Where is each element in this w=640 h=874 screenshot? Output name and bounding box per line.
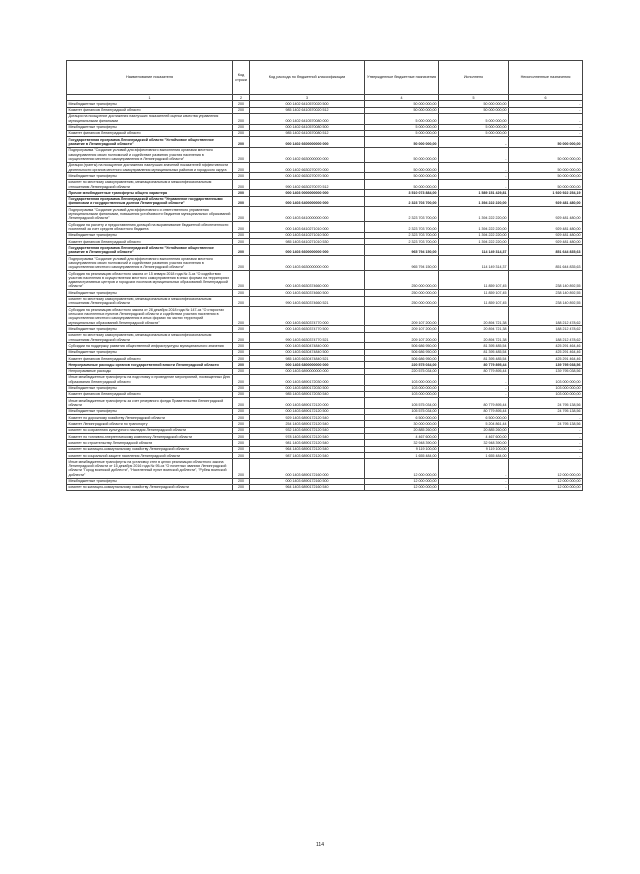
- row-unexecuted-amount: -: [509, 107, 583, 113]
- row-executed-amount: -: [439, 179, 509, 190]
- row-unexecuted-amount: 103 000 000,00: [509, 374, 583, 385]
- row-line-code: 200: [233, 245, 250, 256]
- row-approved-amount: 103 000 000,00: [365, 385, 439, 391]
- row-executed-amount: 20 894 721,38: [439, 332, 509, 343]
- row-executed-amount: -: [439, 162, 509, 173]
- row-approved-amount: 2 323 703 700,00: [365, 222, 439, 233]
- row-budget-code: 990 1403 6630374770 521: [250, 332, 365, 343]
- row-indicator-name: Межбюджетные трансферты: [67, 349, 233, 355]
- row-approved-amount: 506 686 950,00: [365, 343, 439, 349]
- row-line-code: 200: [233, 434, 250, 440]
- row-executed-amount: 80 779 895,44: [439, 368, 509, 374]
- row-unexecuted-amount: 851 644 835,63: [509, 245, 583, 256]
- row-unexecuted-amount: 425 291 464,46: [509, 349, 583, 355]
- row-line-code: 200: [233, 147, 250, 162]
- row-executed-amount: 80 779 895,44: [439, 362, 509, 368]
- row-line-code: 200: [233, 124, 250, 130]
- row-approved-amount: 209 107 200,00: [365, 307, 439, 326]
- row-approved-amount: 220 575 034,00: [365, 368, 439, 374]
- row-unexecuted-amount: 238 140 892,55: [509, 296, 583, 307]
- row-unexecuted-amount: 12 000 000,00: [509, 478, 583, 484]
- row-executed-amount: 80 779 895,44: [439, 398, 509, 409]
- row-line-code: 200: [233, 368, 250, 374]
- row-indicator-name: комитет по сохранению культурного наследия Ленинградской области: [67, 427, 233, 433]
- row-executed-amount: 50 000 000,00: [439, 107, 509, 113]
- row-executed-amount: 1 394 222 220,00: [439, 196, 509, 207]
- row-executed-amount: 1 655 484,00: [439, 453, 509, 459]
- row-budget-code: 000 1403 6630374770 000: [250, 307, 365, 326]
- row-unexecuted-amount: 12 000 000,00: [509, 484, 583, 490]
- row-executed-amount: 32 948 390,00: [439, 440, 509, 446]
- row-executed-amount: 81 395 485,54: [439, 356, 509, 362]
- row-line-code: 200: [233, 446, 250, 452]
- row-indicator-name: комитет по социальной защите населения Ленинградской области: [67, 453, 233, 459]
- row-executed-amount: 5 000 000,00: [439, 124, 509, 130]
- row-approved-amount: 506 686 950,00: [365, 349, 439, 355]
- row-budget-code: 000 1403 0000000000 000: [250, 190, 365, 196]
- row-line-code: 200: [233, 162, 250, 173]
- column-number: 6: [509, 95, 583, 101]
- row-executed-amount: 114 149 314,37: [439, 245, 509, 256]
- row-line-code: 200: [233, 137, 250, 148]
- row-unexecuted-amount: 188 212 478,62: [509, 307, 583, 326]
- row-executed-amount: 11 859 107,45: [439, 296, 509, 307]
- row-indicator-name: Государственная программа Ленинградской области "Управление государственными финансами и государственным долгом Ленинградской области": [67, 196, 233, 207]
- row-unexecuted-amount: 50 000 000,00: [509, 179, 583, 190]
- row-unexecuted-amount: 139 795 038,56: [509, 362, 583, 368]
- table-row: [67, 398, 583, 409]
- row-indicator-name: Иные межбюджетные трансферты на подготовку и проведение мероприятий, посвященных Дню образования Ленинградской области: [67, 374, 233, 385]
- row-unexecuted-amount: 425 291 464,46: [509, 356, 583, 362]
- row-budget-code: 000 1403 6630374770 500: [250, 326, 365, 332]
- row-approved-amount: 50 000 000,00: [365, 162, 439, 173]
- row-unexecuted-amount: 188 212 478,62: [509, 332, 583, 343]
- row-unexecuted-amount: -: [509, 124, 583, 130]
- row-budget-code: 000 1403 6600000000 000: [250, 245, 365, 256]
- row-indicator-name: Подпрограмма "Создание условий для эффективного выполнения органами местного самоуправления своих полномочий и содействие развитию участия населения в осуществлении местного самоуправления в Ленинградской области": [67, 147, 233, 162]
- row-line-code: 200: [233, 349, 250, 355]
- row-indicator-name: Иные межбюджетные трансферты на установку стел в целях реализации областного закона Ленинградской области от 15 декабря 2016 года № 95-оз "О почетных званиях Ленинградской области "Город воинской доблести", "Населенный пункт воинской доблести", "Рубеж воинской доблести": [67, 459, 233, 478]
- row-unexecuted-amount: 50 000 000,00: [509, 137, 583, 148]
- row-executed-amount: 50 000 000,00: [439, 101, 509, 107]
- row-executed-amount: 80 779 895,44: [439, 408, 509, 414]
- row-approved-amount: 4 467 600,00: [365, 434, 439, 440]
- row-indicator-name: комитет по местному самоуправлению, межнациональным и межконфессиональным отношениям Ленинградской области: [67, 179, 233, 190]
- row-line-code: 200: [233, 196, 250, 207]
- row-line-code: 200: [233, 484, 250, 490]
- row-line-code: 200: [233, 179, 250, 190]
- row-indicator-name: Субсидия на реализацию областного закона от 28 декабря 2018 года № 147-оз "О старостах сельских населенных пунктов Ленинградской области и содействии участию населения в осуществлении местного самоуправления в иных формах на частях территорий муниципальных образований Ленинградской области": [67, 307, 233, 326]
- row-unexecuted-amount: -: [509, 440, 583, 446]
- row-unexecuted-amount: 12 000 000,00: [509, 459, 583, 478]
- table-row: [67, 296, 583, 307]
- row-approved-amount: 50 000 000,00: [365, 101, 439, 107]
- row-budget-code: 000 1403 6890172030 500: [250, 385, 365, 391]
- header-budget-classification-code: Код расхода по бюджетной классификации: [250, 61, 365, 95]
- row-approved-amount: 50 000 000,00: [365, 179, 439, 190]
- table-row: [67, 113, 583, 124]
- row-budget-code: 000 1402 6630270070 000: [250, 162, 365, 173]
- row-approved-amount: 50 000 000,00: [365, 147, 439, 162]
- row-line-code: 200: [233, 356, 250, 362]
- row-line-code: 200: [233, 130, 250, 136]
- row-executed-amount: 6 500 000,00: [439, 415, 509, 421]
- row-unexecuted-amount: 103 000 000,00: [509, 391, 583, 397]
- table-row: [67, 196, 583, 207]
- row-line-code: 200: [233, 190, 250, 196]
- row-indicator-name: Непрограммные расходы: [67, 368, 233, 374]
- row-executed-amount: 5 000 000,00: [439, 113, 509, 124]
- row-indicator-name: Государственная программа Ленинградской области "Устойчивое общественное развитие в Ленинградской области": [67, 245, 233, 256]
- row-line-code: 200: [233, 222, 250, 233]
- row-line-code: 200: [233, 459, 250, 478]
- row-approved-amount: 50 000 000,00: [365, 137, 439, 148]
- row-executed-amount: 5 204 861,44: [439, 421, 509, 427]
- table-row: [67, 484, 583, 490]
- column-number: 2: [233, 95, 250, 101]
- header-unexecuted-appropriations: Неисполненные назначения: [509, 61, 583, 95]
- row-indicator-name: Межбюджетные трансферты: [67, 408, 233, 414]
- row-approved-amount: 250 000 000,00: [365, 290, 439, 296]
- row-indicator-name: Прочие межбюджетные трансферты общего характера: [67, 190, 233, 196]
- row-executed-amount: -: [439, 478, 509, 484]
- row-approved-amount: 2 323 703 700,00: [365, 207, 439, 222]
- row-budget-code: 000 1402 6410570080 500: [250, 124, 365, 130]
- table-row: [67, 256, 583, 271]
- row-budget-code: 000 1403 6800000000 000: [250, 362, 365, 368]
- row-budget-code: 000 1403 6890172030 000: [250, 374, 365, 385]
- row-indicator-name: Иные межбюджетные трансферты за счет резервного фонда Правительства Ленинградской области: [67, 398, 233, 409]
- row-indicator-name: Комитет Ленинградской области по транспорту: [67, 421, 233, 427]
- row-approved-amount: 2 323 703 700,00: [365, 232, 439, 238]
- row-unexecuted-amount: 139 795 038,56: [509, 368, 583, 374]
- row-line-code: 200: [233, 427, 250, 433]
- row-indicator-name: Субсидии на расчету и предоставлению дотаций на выравнивание бюджетной обеспеченности поселений за счет средств областного бюджета: [67, 222, 233, 233]
- row-line-code: 200: [233, 478, 250, 484]
- row-approved-amount: 105 575 034,00: [365, 398, 439, 409]
- row-unexecuted-amount: -: [509, 427, 583, 433]
- row-executed-amount: -: [439, 173, 509, 179]
- row-unexecuted-amount: 24 795 138,56: [509, 408, 583, 414]
- row-budget-code: 000 1402 6410570080 000: [250, 113, 365, 124]
- row-line-code: 200: [233, 453, 250, 459]
- row-line-code: 200: [233, 440, 250, 446]
- row-indicator-name: Межбюджетные трансферты: [67, 326, 233, 332]
- row-approved-amount: 50 000 000,00: [365, 173, 439, 179]
- row-line-code: 200: [233, 101, 250, 107]
- row-budget-code: 000 1403 6630474840 500: [250, 349, 365, 355]
- row-indicator-name: Межбюджетные трансферты: [67, 124, 233, 130]
- row-indicator-name: Комитет финансов Ленинградской области: [67, 107, 233, 113]
- row-approved-amount: 105 575 034,00: [365, 408, 439, 414]
- row-budget-code: 985 1403 6630474840 521: [250, 356, 365, 362]
- budget-report-page: [66, 60, 582, 491]
- header-line-code: Код строки: [233, 61, 250, 95]
- row-budget-code: 000 1402 6630000000 000: [250, 147, 365, 162]
- row-executed-amount: 4 467 600,00: [439, 434, 509, 440]
- row-indicator-name: комитет по местному самоуправлению, межнациональным и межконфессиональным отношениям Ленинградской области: [67, 332, 233, 343]
- row-unexecuted-amount: 24 795 138,56: [509, 398, 583, 409]
- row-budget-code: 000 1403 6410271010 500: [250, 232, 365, 238]
- row-budget-code: 000 1403 6630374660 500: [250, 290, 365, 296]
- table-row: [67, 271, 583, 290]
- row-budget-code: 981 1403 6890172120 540: [250, 440, 365, 446]
- row-unexecuted-amount: 238 140 892,55: [509, 271, 583, 290]
- row-executed-amount: 9 119 100,00: [439, 446, 509, 452]
- row-line-code: 200: [233, 408, 250, 414]
- row-indicator-name: комитет по строительству Ленинградской области: [67, 440, 233, 446]
- row-budget-code: 929 1403 6890172120 540: [250, 415, 365, 421]
- row-approved-amount: 506 686 950,00: [365, 356, 439, 362]
- row-executed-amount: 1 589 151 429,81: [439, 190, 509, 196]
- row-unexecuted-amount: 50 000 000,00: [509, 162, 583, 173]
- header-executed: Исполнено: [439, 61, 509, 95]
- row-budget-code: 985 1403 6410271010 530: [250, 239, 365, 245]
- row-executed-amount: -: [439, 459, 509, 478]
- row-line-code: 200: [233, 307, 250, 326]
- row-budget-code: 254 1403 6890172120 540: [250, 421, 365, 427]
- table-row: [67, 162, 583, 173]
- row-line-code: 200: [233, 398, 250, 409]
- header-indicator-name: Наименование показателя: [67, 61, 233, 95]
- row-indicator-name: Межбюджетные трансферты: [67, 290, 233, 296]
- row-budget-code: 000 1403 6890000000 000: [250, 368, 365, 374]
- row-indicator-name: Комитет по дорожному хозяйству Ленинградской области: [67, 415, 233, 421]
- page-number: 114: [316, 842, 324, 848]
- row-indicator-name: Государственная программа Ленинградской области "Устойчивое общественное развитие в Ленинградской области": [67, 137, 233, 148]
- row-line-code: 200: [233, 232, 250, 238]
- row-budget-code: 000 1403 6630000000 000: [250, 256, 365, 271]
- row-approved-amount: 12 000 000,00: [365, 484, 439, 490]
- row-budget-code: 987 1403 6890172120 540: [250, 453, 365, 459]
- row-executed-amount: 20 894 721,38: [439, 307, 509, 326]
- row-line-code: 200: [233, 374, 250, 385]
- row-executed-amount: -: [439, 385, 509, 391]
- row-budget-code: 964 1403 6890172120 540: [250, 446, 365, 452]
- row-executed-amount: 1 394 222 220,00: [439, 207, 509, 222]
- row-approved-amount: 5 000 000,00: [365, 130, 439, 136]
- row-indicator-name: Подпрограмма "Создание условий для эффективного выполнения органами местного самоуправления своих полномочий и содействие развитию участия населения в осуществлении местного самоуправления в Ленинградской области": [67, 256, 233, 271]
- row-unexecuted-amount: 1 920 922 254,19: [509, 190, 583, 196]
- table-row: [67, 374, 583, 385]
- row-line-code: 200: [233, 343, 250, 349]
- row-budget-code: 932 1403 6890172120 540: [250, 427, 365, 433]
- row-indicator-name: Субсидии на поддержку развития общественной инфраструктуры муниципального значения: [67, 343, 233, 349]
- row-indicator-name: Комитет по топливно-энергетическому комплексу Ленинградской области: [67, 434, 233, 440]
- row-indicator-name: Комитет финансов Ленинградской области: [67, 130, 233, 136]
- row-approved-amount: 6 500 000,00: [365, 415, 439, 421]
- row-approved-amount: 250 000 000,00: [365, 271, 439, 290]
- row-unexecuted-amount: 929 481 480,00: [509, 207, 583, 222]
- row-indicator-name: комитет по местному самоуправлению, межнациональным и межконфессиональным отношениям Ленинградской области: [67, 296, 233, 307]
- row-budget-code: 990 1403 6630374660 521: [250, 296, 365, 307]
- row-line-code: 200: [233, 362, 250, 368]
- row-executed-amount: 11 859 107,45: [439, 290, 509, 296]
- row-indicator-name: Субсидия на реализацию областного закона от 15 января 2018 года № 3-оз "О содействии участию населения в осуществлении местного самоуправления в иных формах на территориях административных центров и городских поселков муниципальных образований Ленинградской области": [67, 271, 233, 290]
- row-budget-code: 985 1402 6410570080 512: [250, 130, 365, 136]
- row-unexecuted-amount: 103 000 000,00: [509, 385, 583, 391]
- row-budget-code: 985 1402 6410570020 512: [250, 107, 365, 113]
- row-executed-amount: 1 394 222 220,00: [439, 222, 509, 233]
- row-approved-amount: 50 000 000,00: [365, 107, 439, 113]
- row-executed-amount: 20 885 260,00: [439, 427, 509, 433]
- row-line-code: 200: [233, 173, 250, 179]
- row-line-code: 200: [233, 326, 250, 332]
- row-budget-code: 000 1402 6410570020 500: [250, 101, 365, 107]
- row-budget-code: 000 1403 6890172120 000: [250, 398, 365, 409]
- row-unexecuted-amount: -: [509, 453, 583, 459]
- row-approved-amount: 965 794 150,00: [365, 245, 439, 256]
- row-indicator-name: Межбюджетные трансферты: [67, 173, 233, 179]
- row-unexecuted-amount: 24 795 138,56: [509, 421, 583, 427]
- row-unexecuted-amount: 929 481 480,00: [509, 222, 583, 233]
- row-approved-amount: 30 000 000,00: [365, 421, 439, 427]
- row-budget-code: 978 1403 6890172120 540: [250, 434, 365, 440]
- row-unexecuted-amount: 188 212 478,62: [509, 326, 583, 332]
- table-row: [67, 245, 583, 256]
- row-approved-amount: 2 323 703 700,00: [365, 239, 439, 245]
- table-header-row: [67, 61, 583, 95]
- table-row: [67, 147, 583, 162]
- row-unexecuted-amount: 851 644 835,63: [509, 256, 583, 271]
- table-body: [67, 95, 583, 491]
- row-approved-amount: 2 323 703 700,00: [365, 196, 439, 207]
- column-number: 5: [439, 95, 509, 101]
- row-unexecuted-amount: -: [509, 113, 583, 124]
- row-executed-amount: 81 395 485,54: [439, 349, 509, 355]
- row-unexecuted-amount: 425 291 464,46: [509, 343, 583, 349]
- table-row: [67, 137, 583, 148]
- row-executed-amount: -: [439, 391, 509, 397]
- row-budget-code: 000 1403 6410000000 000: [250, 207, 365, 222]
- row-unexecuted-amount: -: [509, 415, 583, 421]
- row-budget-code: 000 1403 6400000000 000: [250, 196, 365, 207]
- row-unexecuted-amount: 50 000 000,00: [509, 173, 583, 179]
- row-executed-amount: 5 000 000,00: [439, 130, 509, 136]
- row-executed-amount: -: [439, 147, 509, 162]
- row-line-code: 200: [233, 332, 250, 343]
- row-unexecuted-amount: -: [509, 101, 583, 107]
- row-budget-code: 000 1403 6410271010 000: [250, 222, 365, 233]
- row-unexecuted-amount: -: [509, 130, 583, 136]
- row-unexecuted-amount: 238 140 892,55: [509, 290, 583, 296]
- row-indicator-name: Комитет финансов Ленинградской области: [67, 356, 233, 362]
- row-indicator-name: Межбюджетные трансферты: [67, 385, 233, 391]
- row-executed-amount: 114 149 314,37: [439, 256, 509, 271]
- row-indicator-name: Межбюджетные трансферты: [67, 101, 233, 107]
- row-unexecuted-amount: 929 481 480,00: [509, 239, 583, 245]
- row-approved-amount: 220 575 034,00: [365, 362, 439, 368]
- row-budget-code: 990 1402 6630270070 512: [250, 179, 365, 190]
- row-executed-amount: 81 395 485,54: [439, 343, 509, 349]
- row-unexecuted-amount: -: [509, 446, 583, 452]
- row-executed-amount: 11 859 107,45: [439, 271, 509, 290]
- row-executed-amount: -: [439, 137, 509, 148]
- row-approved-amount: 12 000 000,00: [365, 459, 439, 478]
- row-line-code: 200: [233, 239, 250, 245]
- header-approved-appropriations: Утвержденные бюджетные назначения: [365, 61, 439, 95]
- row-budget-code: 000 1402 6600000000 000: [250, 137, 365, 148]
- row-line-code: 200: [233, 271, 250, 290]
- row-line-code: 200: [233, 421, 250, 427]
- row-indicator-name: Межбюджетные трансферты: [67, 478, 233, 484]
- row-budget-code: 000 1403 6890172160 500: [250, 478, 365, 484]
- row-line-code: 200: [233, 113, 250, 124]
- row-line-code: 200: [233, 385, 250, 391]
- table-row: [67, 459, 583, 478]
- row-indicator-name: Комитет финансов Ленинградской области: [67, 391, 233, 397]
- row-budget-code: 000 1403 6630474840 000: [250, 343, 365, 349]
- row-approved-amount: 9 119 100,00: [365, 446, 439, 452]
- row-approved-amount: 5 000 000,00: [365, 124, 439, 130]
- row-line-code: 200: [233, 290, 250, 296]
- row-approved-amount: 209 107 200,00: [365, 332, 439, 343]
- row-unexecuted-amount: 50 000 000,00: [509, 147, 583, 162]
- row-line-code: 200: [233, 391, 250, 397]
- row-indicator-name: Непрограммные расходы органов государственной власти Ленинградской области: [67, 362, 233, 368]
- row-executed-amount: -: [439, 374, 509, 385]
- row-line-code: 200: [233, 207, 250, 222]
- row-unexecuted-amount: 929 481 480,00: [509, 196, 583, 207]
- row-executed-amount: 20 894 721,38: [439, 326, 509, 332]
- row-approved-amount: 3 510 073 884,00: [365, 190, 439, 196]
- row-approved-amount: 209 107 200,00: [365, 326, 439, 332]
- row-unexecuted-amount: 929 481 480,00: [509, 232, 583, 238]
- row-approved-amount: 103 000 000,00: [365, 374, 439, 385]
- row-indicator-name: комитет по жилищно-коммунальному хозяйству Ленинградской области: [67, 484, 233, 490]
- row-approved-amount: 5 000 000,00: [365, 113, 439, 124]
- row-approved-amount: 103 000 000,00: [365, 391, 439, 397]
- row-unexecuted-amount: -: [509, 434, 583, 440]
- row-line-code: 200: [233, 256, 250, 271]
- row-executed-amount: -: [439, 484, 509, 490]
- row-line-code: 200: [233, 415, 250, 421]
- row-budget-code: 964 1403 6890172160 540: [250, 484, 365, 490]
- row-executed-amount: 1 394 222 220,00: [439, 239, 509, 245]
- row-line-code: 200: [233, 296, 250, 307]
- row-indicator-name: комитет по жилищно-коммунальному хозяйству Ленинградской области: [67, 446, 233, 452]
- row-budget-code: 985 1403 6890172030 540: [250, 391, 365, 397]
- row-budget-code: 000 1403 6890172120 500: [250, 408, 365, 414]
- column-number: 3: [250, 95, 365, 101]
- row-executed-amount: 1 394 222 220,00: [439, 232, 509, 238]
- row-indicator-name: Дотации (гранты) на поощрение достижения наилучших значений показателей эффективности деятельности органов местного самоуправления муниципальных районов и городского округа: [67, 162, 233, 173]
- row-approved-amount: 250 000 000,00: [365, 296, 439, 307]
- table-row: [67, 179, 583, 190]
- budget-execution-table: [66, 60, 583, 491]
- row-indicator-name: Межбюджетные трансферты: [67, 232, 233, 238]
- row-indicator-name: Дотация на поощрение достижения наилучших показателей оценки качества управления муниципальными финансами: [67, 113, 233, 124]
- table-row: [67, 307, 583, 326]
- row-approved-amount: 1 655 484,00: [365, 453, 439, 459]
- row-budget-code: 000 1403 6630374660 000: [250, 271, 365, 290]
- row-approved-amount: 965 794 150,00: [365, 256, 439, 271]
- column-number: 4: [365, 95, 439, 101]
- row-indicator-name: Подпрограмма "Создание условий для эффективного и ответственного управления муниципальными финансами, повышения устойчивости бюджетов муниципальных образований Ленинградской области": [67, 207, 233, 222]
- row-line-code: 200: [233, 107, 250, 113]
- table-row: [67, 207, 583, 222]
- row-indicator-name: Комитет финансов Ленинградской области: [67, 239, 233, 245]
- row-approved-amount: 32 948 390,00: [365, 440, 439, 446]
- table-row: [67, 332, 583, 343]
- row-approved-amount: 20 885 260,00: [365, 427, 439, 433]
- row-approved-amount: 12 000 000,00: [365, 478, 439, 484]
- row-budget-code: 000 1402 6630270070 500: [250, 173, 365, 179]
- table-row: [67, 222, 583, 233]
- column-number: 1: [67, 95, 233, 101]
- row-budget-code: 000 1403 6890172160 000: [250, 459, 365, 478]
